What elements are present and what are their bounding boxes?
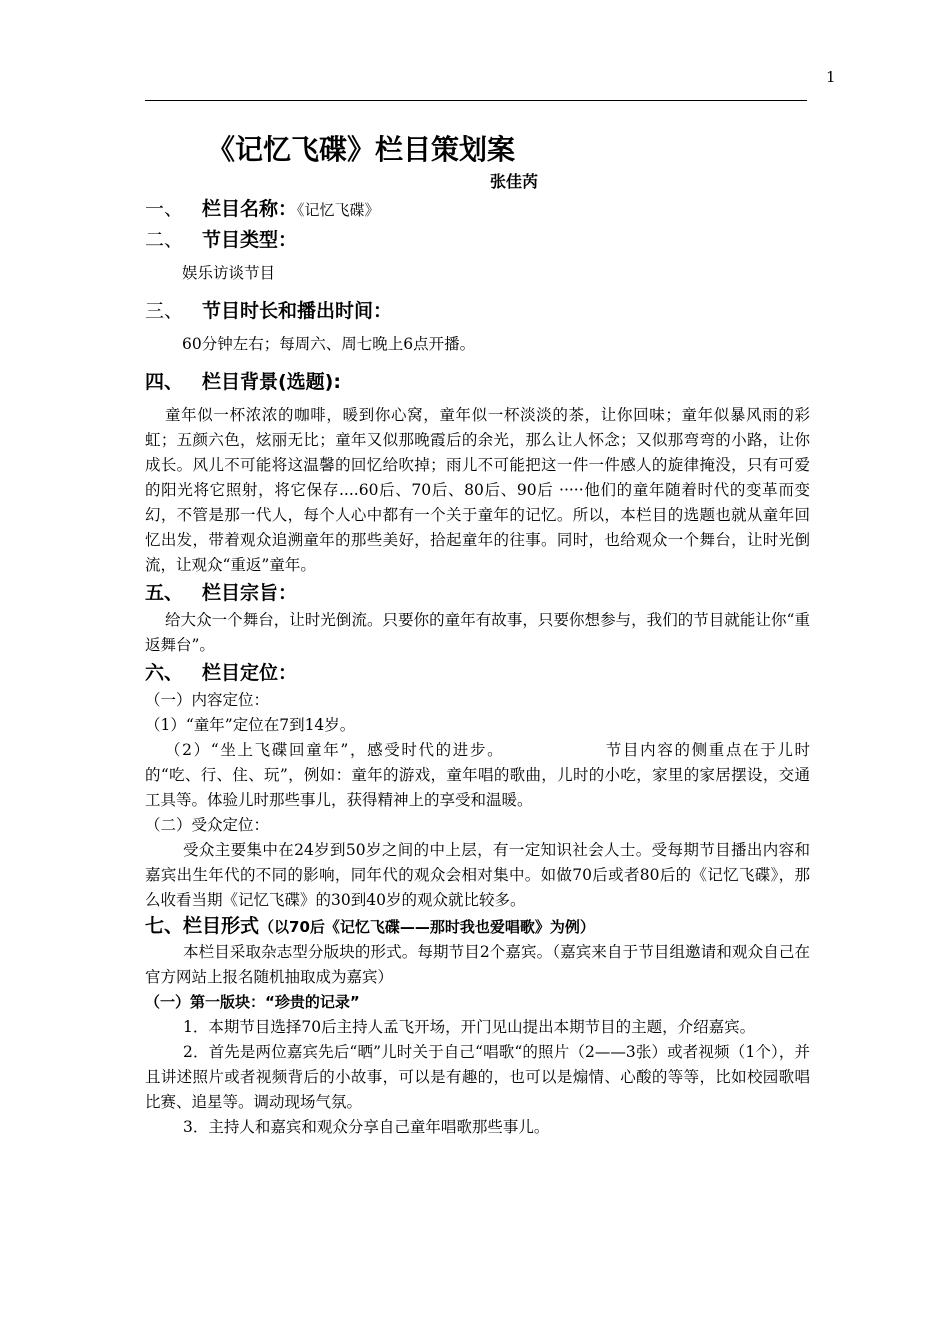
document-title: 《记忆飞碟》栏目策划案	[207, 133, 516, 166]
audience-positioning-body: 受众主要集中在24岁到50岁之间的中上层，有一定知识社会人士。受每期节目播出内容和嘉宾出生年代的不同的影响，同年代的观众会相对集中。如做70后或者80后的《记忆飞碟》，那么收看当期《记忆飞碟》的30到40岁的观众就比较多。	[145, 841, 810, 909]
positioning-item-1: （1）“童年”定位在7到14岁。	[145, 716, 356, 734]
section-5-body: 给大众一个舞台，让时光倒流。只要你的童年有故事，只要你想参与，我们的节目就能让你“重返舞台”。	[145, 611, 810, 654]
audience-positioning-label: （二）受众定位：	[145, 816, 270, 834]
block-1-item-1: 1．本期节目选择70后主持人孟飞开场，开门见山提出本期节目的主题，介绍嘉宾。	[183, 1018, 756, 1036]
section-3-heading	[145, 296, 810, 326]
section-5-number: 五、	[145, 582, 184, 604]
section-5-title: 栏目宗旨：	[202, 582, 298, 604]
section-1-value: 《记忆飞碟》	[297, 201, 380, 219]
section-2-body: 娱乐访谈节目	[182, 264, 276, 282]
section-2-title: 节目类型：	[202, 229, 298, 251]
content-positioning-label: （一）内容定位：	[145, 691, 270, 709]
positioning-item-2-lead: （2）“坐上飞碟回童年”，感受时代的进步。	[165, 741, 505, 759]
section-3-title: 节目时长和播出时间：	[202, 300, 393, 322]
section-4-body: 童年似一杯浓浓的咖啡，暖到你心窝，童年似一杯淡淡的茶，让你回味；童年似暴风雨的彩虹；五颜六色，炫丽无比；童年又似那晚霞后的余光，那么让人怀念；又似那弯弯的小路，让你成长。风儿不可能将这温馨的回忆给吹掉；雨儿不可能把这一件一件感人的旋律掩没，只有可爱的阳光将它照射，将它保存....60后、70后、80后、90后 ·····他们的童年随着时代的变革而变幻，不管是那一代人，每个人心中都有一个关于童年的记忆。所以，本栏目的选题也就从童年回忆出发，带着观众追溯童年的那些美好，拾起童年的往事。同时，也给观众一个舞台，让时光倒流，让观众“重返”童年。	[145, 406, 810, 574]
section-7-heading	[145, 913, 810, 940]
author-name: 张佳芮	[490, 172, 539, 191]
positioning-item-2-detail: 节目内容的侧重点在于儿时的“吃、行、住、玩”，例如：童年的游戏，童年唱的歌曲，儿时的小吃，家里的家居摆设，交通工具等。体验儿时那些事儿，获得精神上的享受和温暖。	[145, 741, 810, 809]
section-1-title: 栏目名称：	[202, 198, 298, 220]
block-1-heading: （一）第一版块：“珍贵的记录”	[145, 993, 360, 1011]
section-6-heading	[145, 658, 810, 688]
section-6-number: 六、	[145, 662, 184, 684]
section-7-title: 七、栏目形式	[145, 915, 260, 937]
section-6-title: 栏目定位：	[202, 662, 298, 684]
section-1-number: 一、	[145, 198, 184, 220]
section-4-heading	[145, 367, 810, 397]
section-7-body: 本栏目采取杂志型分版块的形式。每期节目2个嘉宾。（嘉宾来自于节目组邀请和观众自己在官方网站上报名随机抽取成为嘉宾）	[145, 943, 810, 986]
section-2-number: 二、	[145, 229, 184, 251]
header-rule	[145, 100, 807, 101]
section-3-number: 三、	[145, 300, 184, 322]
block-1-item-3: 3．主持人和嘉宾和观众分享自己童年唱歌那些事儿。	[183, 1118, 550, 1136]
section-4-number: 四、	[145, 371, 184, 393]
section-5-heading	[145, 578, 810, 608]
section-2-heading	[145, 225, 810, 255]
section-1-heading	[145, 194, 810, 225]
positioning-item-2	[145, 738, 810, 813]
section-7-subtitle: （以70后《记忆飞碟——那时我也爱唱歌》为例）	[259, 918, 595, 936]
document-body	[145, 130, 810, 1140]
section-3-body: 60分钟左右；每周六、周七晚上6点开播。	[182, 335, 476, 353]
block-1-item-2: 2．首先是两位嘉宾先后“晒”儿时关于自己“唱歌“的照片（2——3张）或者视频（1个），并且讲述照片或者视频背后的小故事，可以是有趣的，也可以是煽情、心酸的等等，比如校园歌唱比赛、追星等。调动现场气氛。	[145, 1043, 810, 1111]
section-4-title: 栏目背景(选题):	[202, 371, 341, 393]
page-number: 1	[826, 68, 836, 86]
